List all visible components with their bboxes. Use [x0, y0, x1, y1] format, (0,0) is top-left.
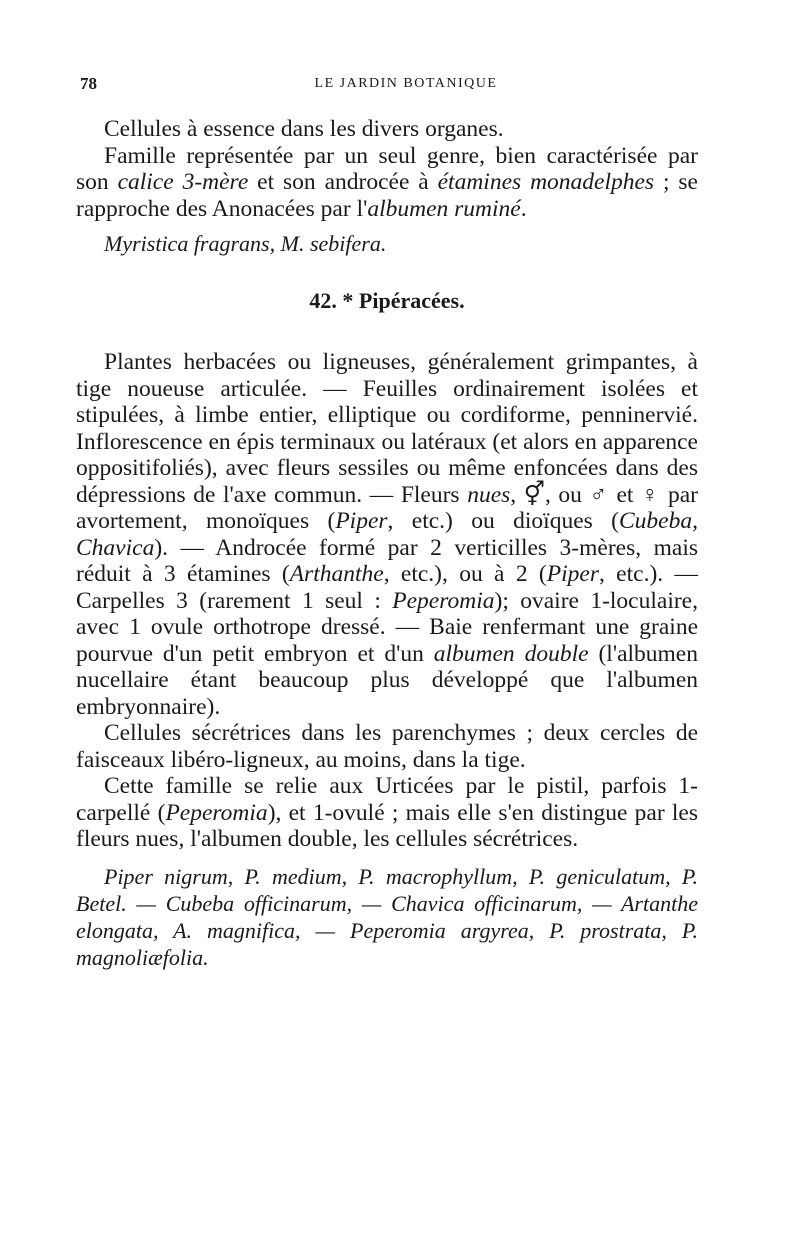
text-run: , ⚥, ou ♂ et ♀ par avortement, monoïques ( — [76, 481, 699, 534]
italic-term: Piper — [335, 508, 388, 534]
text-run: . — [520, 195, 527, 222]
page-header — [80, 74, 732, 98]
running-title: LE JARDIN BOTANIQUE — [314, 76, 498, 91]
page-body — [76, 116, 698, 971]
italic-term: calice — [117, 169, 174, 195]
italic-term: albumen double — [433, 640, 589, 667]
text-run: ); ovaire 1-loculaire, avec 1 ovule orthotrope dressé. — Baie renfermant une graine pourvue d'un petit embryon et d'un — [76, 587, 698, 667]
species-list-piperaceae: Piper nigrum, P. medium, P. macrophyllum, P. geniculatum, P. Betel. — Cubeba officinarum, — Chavica officinarum, — Artanthe elongata, A. magnifica, — Peperomia argyrea, P. prostrata, P. magnoliæfolia. — [76, 863, 698, 970]
text-run: Plantes herbacées ou ligneuses, généralement grimpantes, à tige noueuse articulée. — Feuilles ordinairement isolées et stipulées, à limbe entier, elliptique ou cordiforme, penninervié. Inflorescence en épis terminaux ou latéraux (et alors en apparence oppositifoliés), avec fleurs sessiles ou même enfoncées dans des dépressions de l'axe commun. — Fleurs — [76, 349, 698, 508]
italic-term: Piper — [546, 561, 599, 587]
text-run: , etc.), ou à 2 ( — [383, 561, 547, 587]
text-run: Famille représentée par un seul genre, bien caractérisée par son — [76, 142, 698, 195]
italic-term: albumen ruminé — [367, 195, 521, 222]
text-run — [174, 169, 183, 195]
paragraph-affinities — [76, 773, 698, 853]
italic-term: nues — [467, 481, 511, 508]
text-run: , etc.) ou dioïques ( — [387, 508, 619, 534]
italic-term: Peperomia — [392, 587, 495, 614]
paragraph-piperaceae-description — [76, 349, 698, 720]
italic-term: Cubeba, Chavica — [76, 508, 698, 561]
italic-term: Peperomia — [165, 799, 268, 826]
italic-term: Arthanthe — [289, 561, 384, 587]
text-run: Cette famille se relie aux Urticées par le pistil, parfois 1-carpellé ( — [76, 773, 698, 826]
section-heading: 42. * Pipéracées. — [309, 288, 465, 313]
text-run: et son androcée à — [248, 169, 438, 195]
paragraph-myristicaceae-description — [76, 143, 698, 223]
italic-term: étamines monadelphes — [437, 169, 655, 195]
species-list-myristica: Myristica fragrans, M. sebifera. — [104, 231, 387, 256]
page-number: 78 — [80, 74, 97, 93]
text-run: ; se rapproche des Anonacées par l' — [76, 169, 698, 222]
italic-term: 3-mère — [182, 169, 249, 195]
text-run: ). — Androcée formé par 2 verticilles 3-mères, mais réduit à 3 étamines ( — [76, 534, 698, 587]
paragraph-secretory-cells: Cellules sécrétrices dans les parenchymes ; deux cercles de faisceaux libéro-ligneux, au moins, dans la tige. — [76, 720, 698, 773]
text-run: (l'albumen nucellaire étant beaucoup plus développé que l'albumen embryonnaire). — [76, 640, 698, 720]
text-run: ), et 1-ovulé ; mais elle s'en distingue par les fleurs nues, l'albumen double, les cellules sécrétrices. — [76, 799, 698, 852]
paragraph-essence-cells: Cellules à essence dans les divers organes. — [104, 116, 504, 142]
text-run: , etc.). — Carpelles 3 (rarement 1 seul : — [76, 561, 698, 614]
